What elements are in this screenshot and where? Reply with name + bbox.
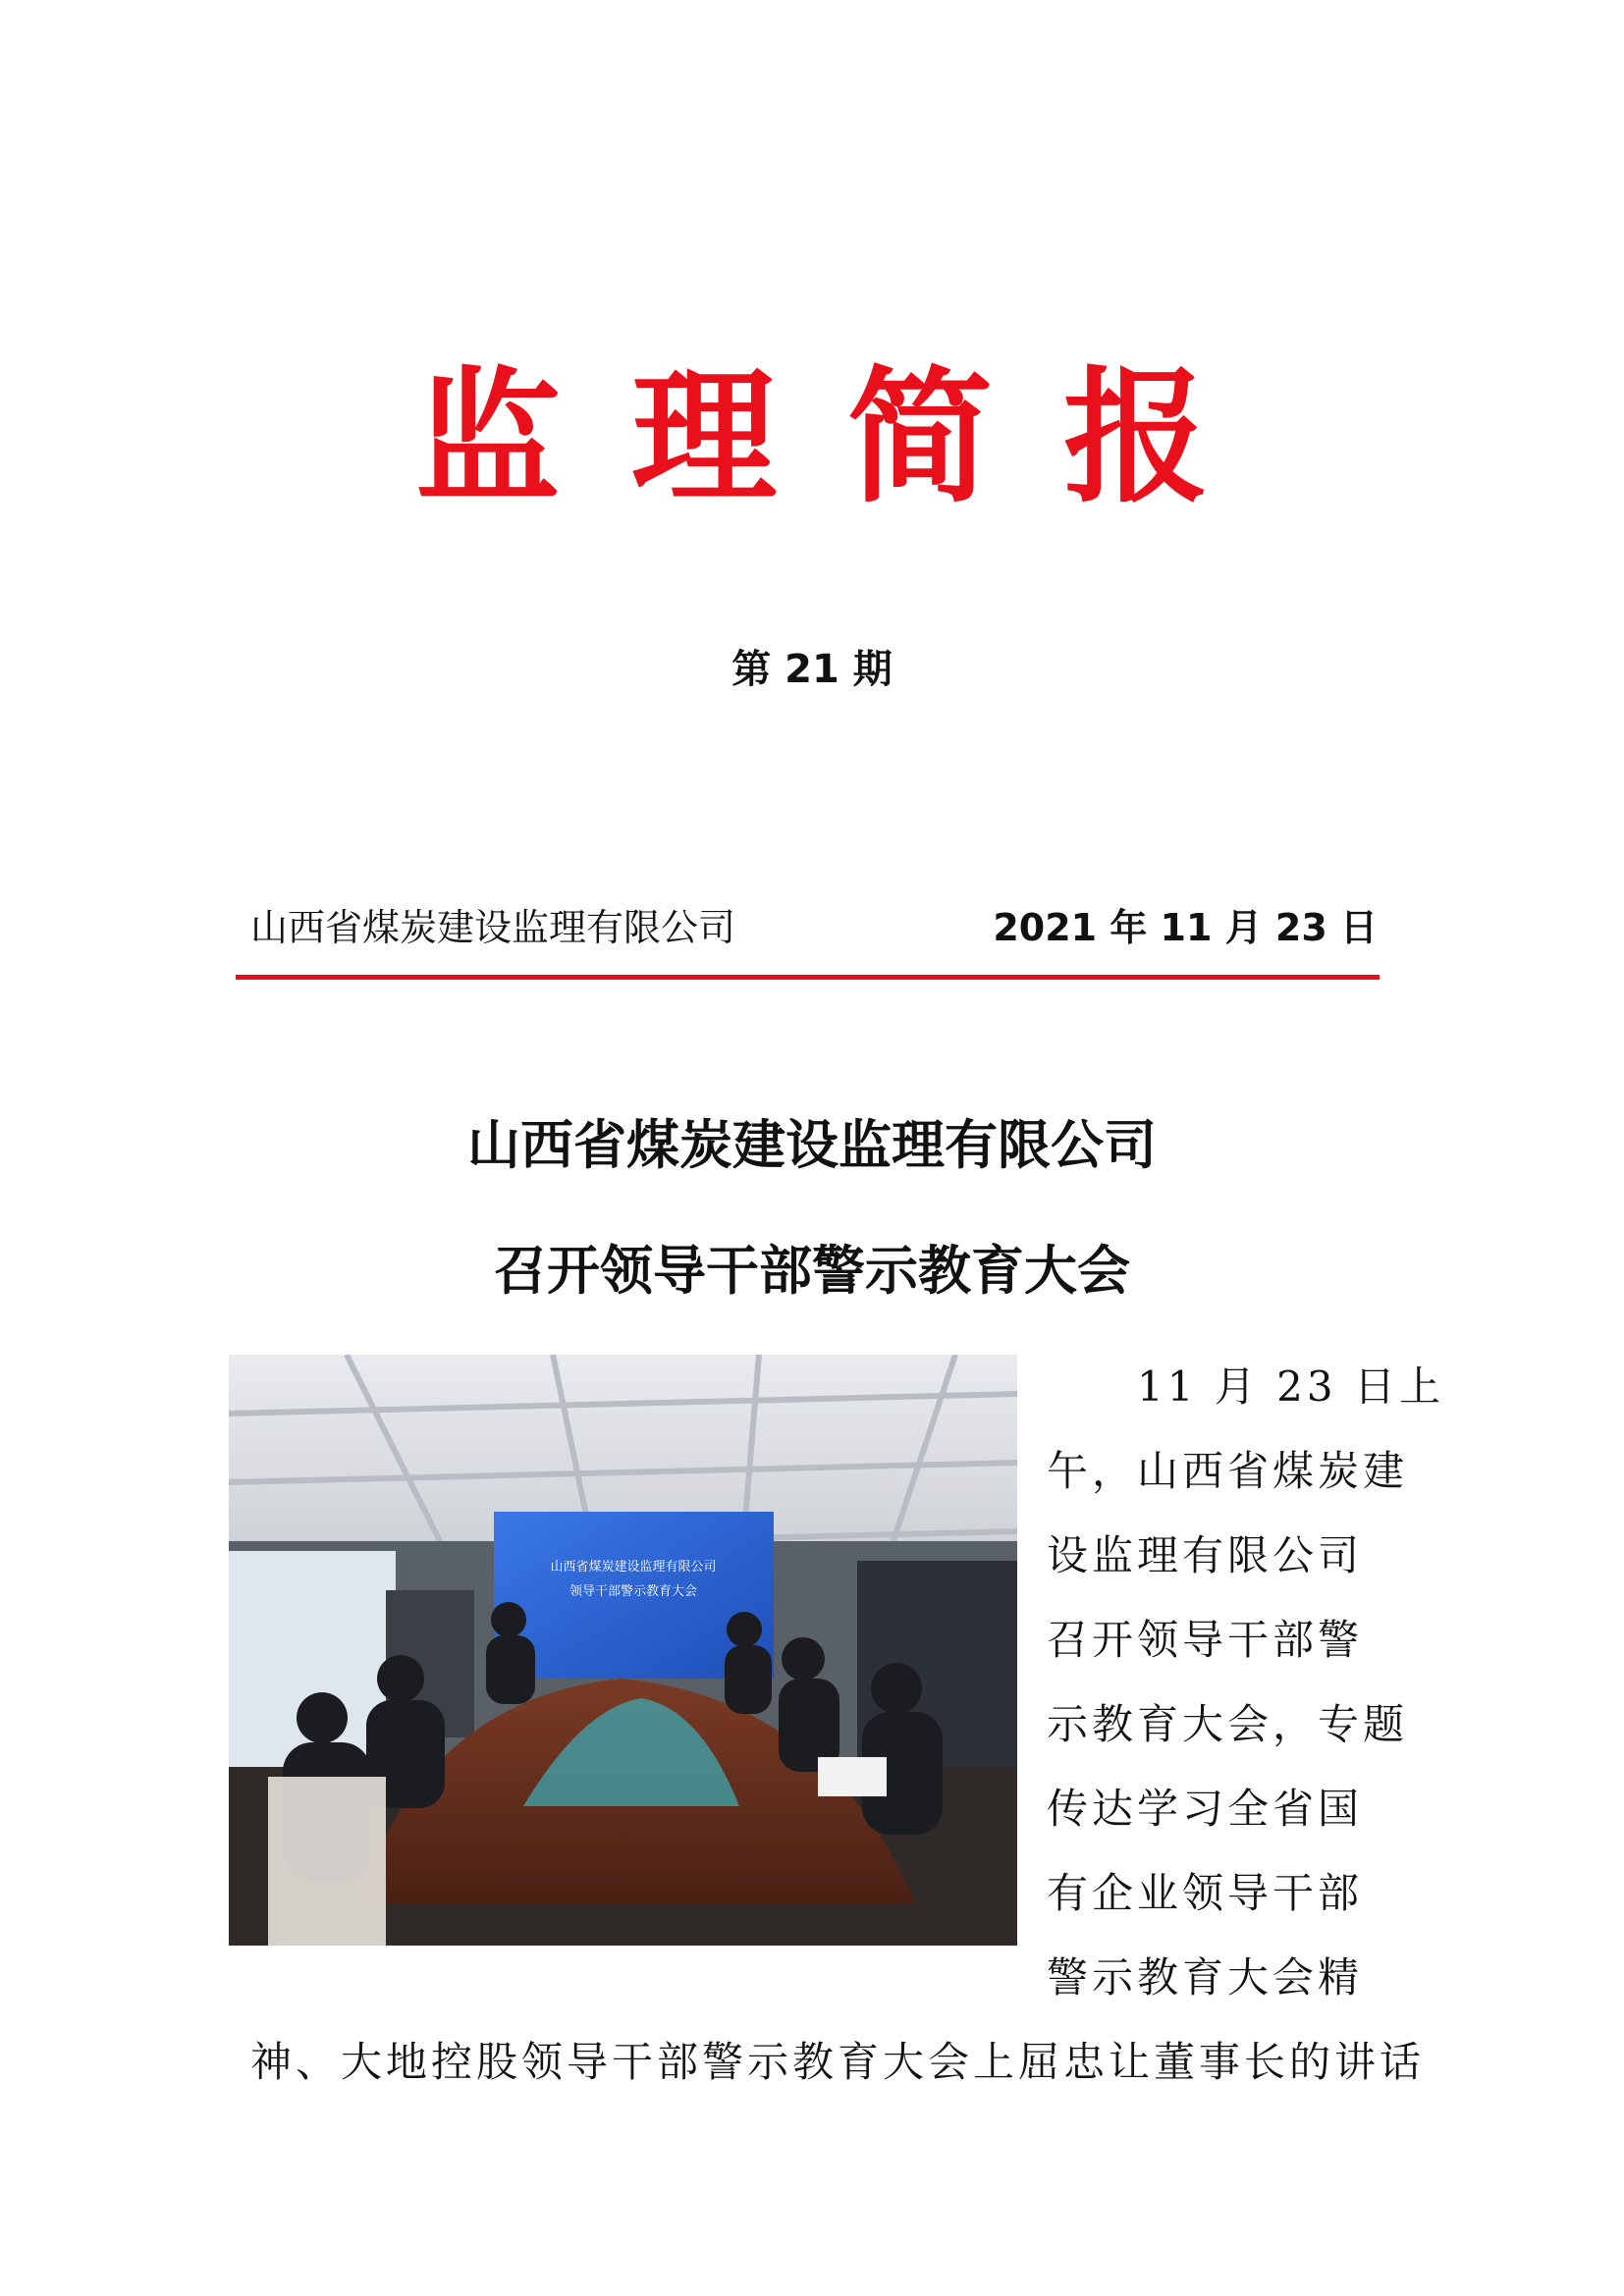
body-side-line-7: 有企业领导干部	[1047, 1869, 1364, 1917]
body-side-line-5: 示教育大会，专题	[1047, 1700, 1409, 1748]
article-title-line2: 召开领导干部警示教育大会	[494, 1240, 1130, 1302]
header-company: 山西省煤炭建设监理有限公司	[250, 906, 736, 949]
masthead-title: 监理简报	[415, 351, 1279, 522]
body-side-line-4: 召开领导干部警	[1047, 1616, 1364, 1664]
body-full-line-1: 神、大地控股领导干部警示教育大会上屈忠让董事长的讲话	[250, 2038, 1426, 2086]
body-side-line-2: 午，山西省煤炭建	[1047, 1447, 1409, 1495]
header-info-row	[250, 898, 1378, 957]
body-side-line-3: 设监理有限公司	[1047, 1531, 1364, 1579]
body-side-line-6: 传达学习全省国	[1047, 1785, 1364, 1833]
header-date: 2021 年 11 月 23 日	[993, 906, 1378, 949]
body-side-line-8: 警示教育大会精	[1047, 1953, 1364, 2002]
screen-text-line2: 领导干部警示教育大会	[568, 1584, 698, 1599]
body-side-line-1: 11 月 23 日上	[1047, 1362, 1444, 1411]
meeting-photo-drawing	[229, 1355, 1017, 1946]
article-title-line1: 山西省煤炭建设监理有限公司	[467, 1114, 1157, 1176]
meeting-photo	[229, 1355, 1017, 1946]
issue-number: 第 21 期	[731, 647, 893, 692]
header-red-rule	[236, 975, 1380, 980]
screen-text-line1: 山西省煤炭建设监理有限公司	[550, 1560, 717, 1575]
